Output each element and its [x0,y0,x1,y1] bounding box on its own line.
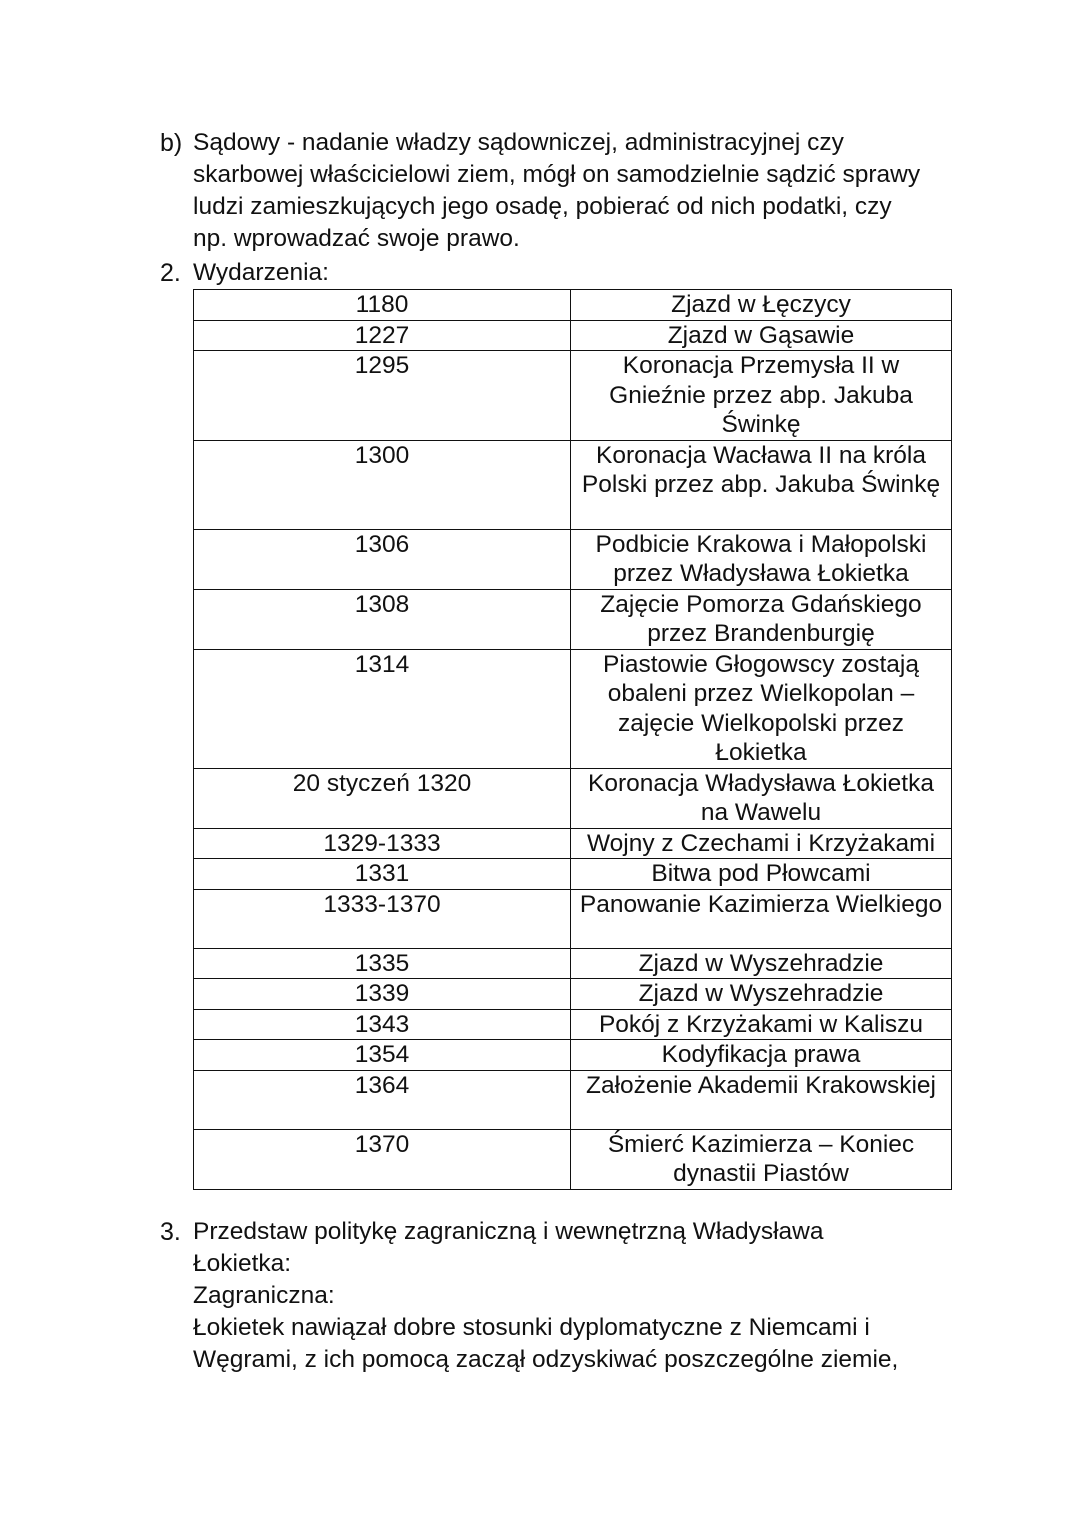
event-description: Śmierć Kazimierza – Koniec dynastii Piastów [571,1129,952,1189]
event-year: 1308 [194,589,571,649]
event-description: Koronacja Wacława II na króla Polski przez abp. Jakuba Świnkę [571,440,952,529]
section-3-line-4: Łokietek nawiązał dobre stosunki dyplomatyczne z Niemcami i [193,1314,870,1341]
section-3-line-5: Węgrami, z ich pomocą zaczął odzyskiwać poszczególne ziemie, [193,1346,899,1373]
event-row [194,320,952,351]
event-description: Zjazd w Gąsawie [571,320,952,351]
event-row [194,859,952,890]
event-description: Zjazd w Łęczycy [571,290,952,321]
event-description: Wojny z Czechami i Krzyżakami [571,828,952,859]
event-year: 1329-1333 [194,828,571,859]
event-year: 1364 [194,1070,571,1129]
event-year: 1354 [194,1040,571,1071]
section-3-line-1: Przedstaw politykę zagraniczną i wewnętrzną Władysława [193,1218,824,1245]
event-row [194,1129,952,1189]
event-description: Zjazd w Wyszehradzie [571,979,952,1010]
event-description: Założenie Akademii Krakowskiej [571,1070,952,1129]
event-year: 1335 [194,948,571,979]
event-description: Piastowie Głogowscy zostają obaleni przez Wielkopolan – zajęcie Wielkopolski przez Łokietka [571,649,952,768]
event-row [194,529,952,589]
section-b-line-4: np. wprowadzać swoje prawo. [193,225,520,252]
event-row [194,828,952,859]
event-year: 1314 [194,649,571,768]
event-row [194,1040,952,1071]
event-row [194,979,952,1010]
event-description: Koronacja Przemysła II w Gnieźnie przez abp. Jakuba Świnkę [571,351,952,441]
event-row [194,649,952,768]
event-description: Kodyfikacja prawa [571,1040,952,1071]
section-b-line-2: skarbowej właścicielowi ziem, mógł on samodzielnie sądzić sprawy [193,161,921,188]
event-year: 1339 [194,979,571,1010]
event-year: 1300 [194,440,571,529]
section-3-line-2: Łokietka: [193,1250,292,1277]
event-year: 1306 [194,529,571,589]
event-year: 1180 [194,290,571,321]
event-description: Podbicie Krakowa i Małopolski przez Władysława Łokietka [571,529,952,589]
event-year: 1333-1370 [194,889,571,948]
section-b-line-3: ludzi zamieszkujących jego osadę, pobierać od nich podatki, czy [193,193,892,220]
event-year: 1331 [194,859,571,890]
event-description: Zjazd w Wyszehradzie [571,948,952,979]
section-b-marker: b) [160,129,183,157]
event-row [194,589,952,649]
event-row [194,440,952,529]
events-table [193,289,952,1190]
event-description: Panowanie Kazimierza Wielkiego [571,889,952,948]
section-b-line-1: Sądowy - nadanie władzy sądowniczej, administracyjnej czy [193,129,844,156]
event-year: 1343 [194,1009,571,1040]
event-row [194,768,952,828]
event-row [194,351,952,441]
event-row [194,290,952,321]
event-row [194,948,952,979]
event-year: 1370 [194,1129,571,1189]
section-3-line-3: Zagraniczna: [193,1282,335,1309]
event-row [194,1009,952,1040]
event-year: 1227 [194,320,571,351]
events-table-body [194,290,952,1190]
section-2-marker: 2. [160,259,181,287]
event-row [194,1070,952,1129]
section-2-title: Wydarzenia: [193,259,329,286]
event-description: Bitwa pod Płowcami [571,859,952,890]
event-description: Zajęcie Pomorza Gdańskiego przez Brandenburgię [571,589,952,649]
section-3-marker: 3. [160,1218,181,1246]
event-description: Pokój z Krzyżakami w Kaliszu [571,1009,952,1040]
event-row [194,889,952,948]
event-description: Koronacja Władysława Łokietka na Wawelu [571,768,952,828]
event-year: 1295 [194,351,571,441]
event-year: 20 styczeń 1320 [194,768,571,828]
